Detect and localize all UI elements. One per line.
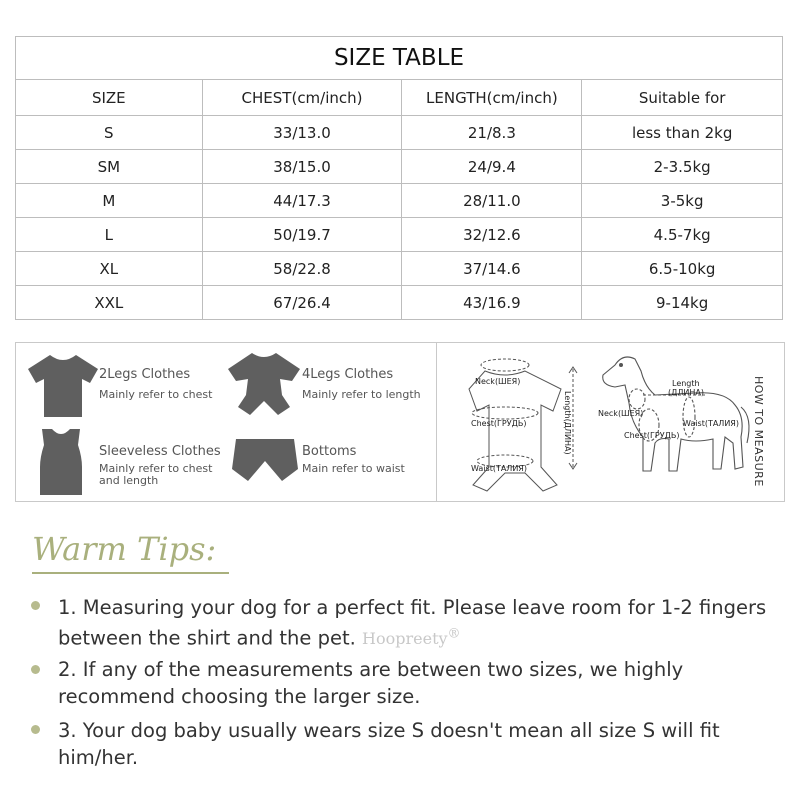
measure-diagrams: [436, 343, 784, 501]
cell-chest: 38/15.0: [202, 150, 402, 184]
item-title: 2Legs Clothes: [99, 367, 191, 382]
cell-length: 21/8.3: [402, 116, 582, 150]
tshirt-icon: [26, 353, 100, 419]
tip-text: 2. If any of the measurements are between two sizes, we highly recommend choosing the larger size.: [58, 658, 684, 708]
tip-item: [58, 656, 783, 710]
dog-length-label: Length: [672, 379, 700, 388]
header-length: LENGTH(cm/inch): [402, 80, 582, 116]
cell-chest: 67/26.4: [202, 286, 402, 320]
table-row: [16, 252, 783, 286]
table-row: [16, 184, 783, 218]
bullet-icon: [31, 725, 40, 734]
header-size: SIZE: [16, 80, 203, 116]
table-row: [16, 116, 783, 150]
table-title: SIZE TABLE: [16, 37, 783, 80]
cell-size: M: [16, 184, 203, 218]
cell-size: L: [16, 218, 203, 252]
item-subtitle: Mainly refer to chest and length: [99, 462, 213, 487]
vest-icon: [38, 427, 84, 497]
item-title: 4Legs Clothes: [302, 367, 394, 382]
item-subtitle: Mainly refer to length: [302, 388, 421, 401]
measurement-guide: [15, 342, 785, 502]
chest-label: Chest(ГРУДЬ): [471, 419, 527, 428]
header-chest: CHEST(cm/inch): [202, 80, 402, 116]
cell-chest: 50/19.7: [202, 218, 402, 252]
how-to-measure-label: HOW TO MEASURE: [752, 376, 765, 487]
tip-text: 1. Measuring your dog for a perfect fit. Please leave room for 1-2 fingers between the shirt and the pet.: [58, 596, 767, 650]
clothing-types: [16, 343, 436, 501]
cell-chest: 33/13.0: [202, 116, 402, 150]
cell-chest: 44/17.3: [202, 184, 402, 218]
size-table: [15, 36, 783, 320]
length-vertical-label: Length(ДЛИНА): [563, 391, 572, 455]
tip-item: [58, 594, 783, 652]
shorts-icon: [230, 435, 300, 485]
dog-waist-label: Waist(ТАЛИЯ): [683, 419, 739, 428]
cell-length: 28/11.0: [402, 184, 582, 218]
cell-suitable: 3-5kg: [582, 184, 783, 218]
cell-suitable: 2-3.5kg: [582, 150, 783, 184]
neck-label: Neck(ШЕЯ): [475, 377, 521, 386]
cell-length: 37/14.6: [402, 252, 582, 286]
table-row: [16, 286, 783, 320]
jumpsuit-icon: [226, 351, 302, 417]
item-subtitle: Mainly refer to chest: [99, 388, 213, 401]
cell-size: XXL: [16, 286, 203, 320]
cell-suitable: 4.5-7kg: [582, 218, 783, 252]
dog-length-ru-label: (ДЛИНА): [668, 388, 704, 397]
cell-length: 43/16.9: [402, 286, 582, 320]
item-subtitle: Main refer to waist: [302, 462, 405, 475]
brand-name: Hoopreety: [362, 629, 448, 649]
warm-tips-underline: [32, 572, 229, 574]
cell-size: SM: [16, 150, 203, 184]
brand-mark: ®: [447, 627, 461, 642]
tip-item: [58, 717, 783, 771]
item-title: Bottoms: [302, 444, 357, 459]
item-title: Sleeveless Clothes: [99, 444, 221, 459]
table-row: [16, 150, 783, 184]
dog-chest-label: Chest(ГРУДЬ): [624, 431, 680, 440]
brand-watermark: [362, 629, 461, 648]
header-suitable-for: Suitable for: [582, 80, 783, 116]
bullet-icon: [31, 601, 40, 610]
warm-tips-title: Warm Tips:: [32, 530, 217, 568]
table-header-row: [16, 80, 783, 116]
cell-size: S: [16, 116, 203, 150]
bullet-icon: [31, 665, 40, 674]
cell-length: 24/9.4: [402, 150, 582, 184]
cell-chest: 58/22.8: [202, 252, 402, 286]
table-row: [16, 218, 783, 252]
cell-suitable: less than 2kg: [582, 116, 783, 150]
waist-label: Waist(ТАЛИЯ): [471, 464, 527, 473]
dog-neck-label: Neck(ШЕЯ): [598, 409, 644, 418]
tip-text: 3. Your dog baby usually wears size S doesn't mean all size S will fit him/her.: [58, 719, 720, 769]
cell-suitable: 6.5-10kg: [582, 252, 783, 286]
cell-length: 32/12.6: [402, 218, 582, 252]
cell-suitable: 9-14kg: [582, 286, 783, 320]
cell-size: XL: [16, 252, 203, 286]
